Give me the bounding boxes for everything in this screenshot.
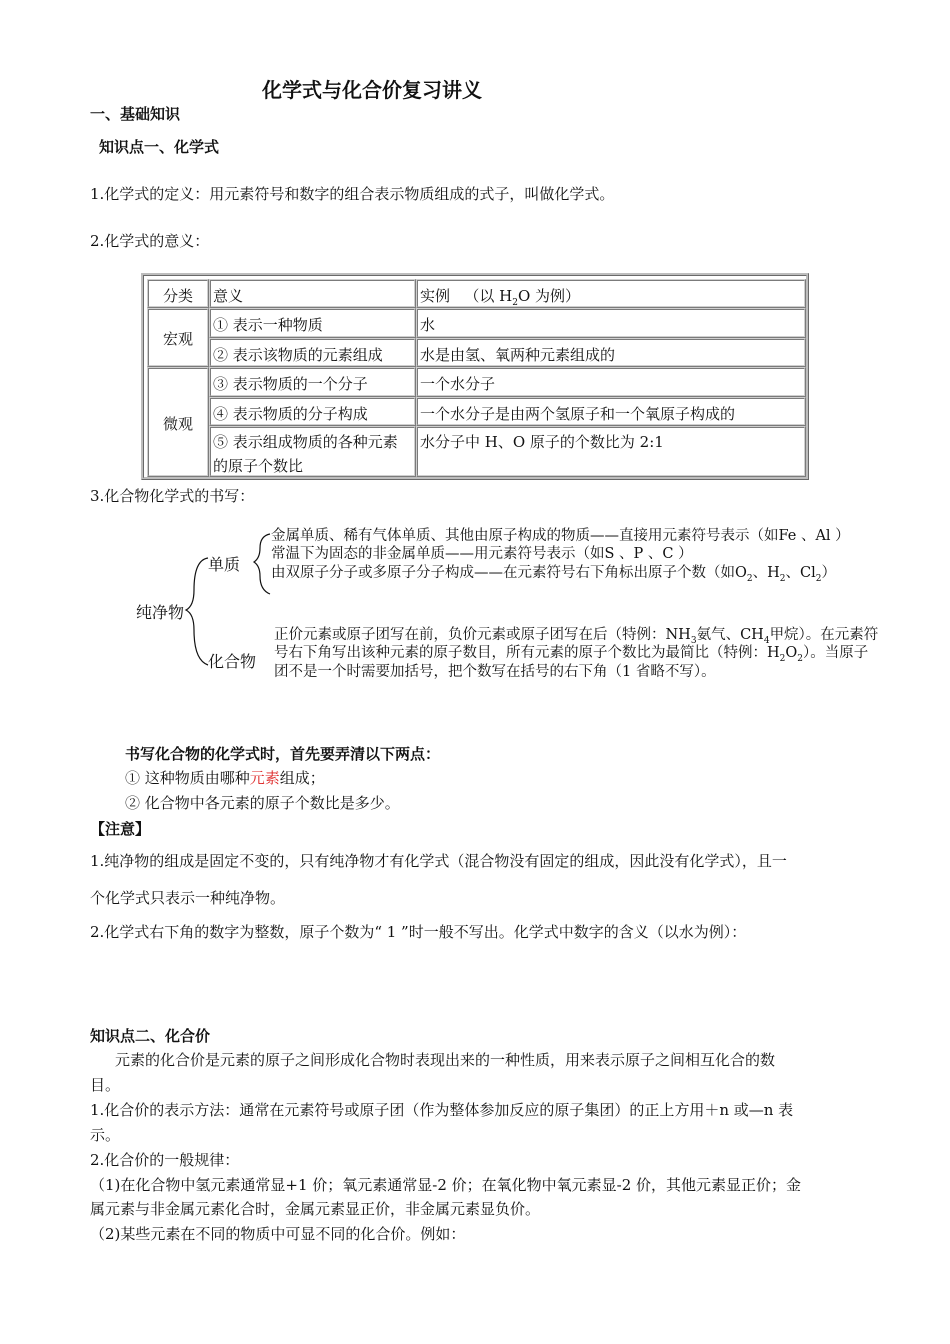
table-cell: 水是由氢、氧两种元素组成的: [416, 338, 806, 367]
table-header: 分类: [147, 279, 209, 308]
knowledge-point-1: 知识点一、化学式: [99, 138, 220, 156]
tree-leaf: 团不是一个时需要加括号，把个数写在括号的右下角（1 省略不写）。: [274, 664, 716, 680]
table-cell: ④ 表示物质的分子构成: [209, 397, 416, 426]
paragraph: 2.化学式右下角的数字为整数，原子个数为“ 1 ”时一般不写出。化学式中数字的含义（以水为例）：: [90, 923, 747, 941]
paragraph: （2)某些元素在不同的物质中可显不同的化合价。例如：: [90, 1225, 466, 1243]
table-group: 微观: [147, 367, 209, 477]
tree-leaf: 正价元素或原子团写在前，负价元素或原子团写在后（特例：$NH_3$氨气、$CH_4$甲烷）。在元素符: [274, 627, 879, 646]
table-cell: ② 表示该物质的元素组成: [209, 338, 416, 367]
tree-branch: 单质: [208, 555, 241, 574]
paragraph: 目。: [90, 1076, 121, 1094]
paragraph: 1.化合价的表示方法：通常在元素符号或原子团（作为整体参加反应的原子集团）的正上方用＋n 或—n 表: [90, 1101, 794, 1119]
paragraph: （1)在化合物中氢元素通常显+1 价；氧元素通常显-2 价；在氧化物中氧元素显-2 价，其他元素显正价；金: [90, 1176, 802, 1194]
tree-root: 纯净物: [136, 603, 185, 622]
table-cell: ⑤ 表示组成物质的各种元素 的原子个数比: [209, 426, 416, 477]
tree-leaf: 常温下为固态的非金属单质——用元素符号表示（如S 、P 、C ）: [271, 546, 693, 562]
paragraph: 3.化合物化学式的书写：: [90, 487, 255, 505]
table-header: 实例 （以 $H_2O$ 为例）: [416, 279, 806, 308]
note-item: ② 化合物中各元素的原子个数比是多少。: [125, 794, 400, 812]
tree-leaf: 由双原子分子或多原子分子构成——在元素符号右下角标出原子个数（如$O_2$、$H_2$、$Cl_2$）: [271, 565, 836, 584]
paragraph: 1.纯净物的组成是固定不变的，只有纯净物才有化学式（混合物没有固定的组成，因此没有化学式），且一: [90, 852, 787, 870]
section-heading: 一、基础知识: [90, 105, 181, 123]
tree-leaf: 金属单质、稀有气体单质、其他由原子构成的物质——直接用元素符号表示（如Fe 、Al ）: [271, 528, 850, 544]
note-item: ① 这种物质由哪种元素组成；: [125, 769, 325, 787]
meaning-table: [141, 273, 809, 480]
table-group: 宏观: [147, 308, 209, 367]
paragraph: 元素的化合价是元素的原子之间形成化合物时表现出来的一种性质，用来表示原子之间相互化合的数: [115, 1051, 776, 1069]
table-cell: 一个水分子: [416, 367, 806, 397]
tree-branch: 化合物: [208, 652, 257, 671]
table-header: 意义: [209, 279, 416, 308]
paragraph: 示。: [90, 1126, 121, 1144]
paragraph: 属元素与非金属元素化合时，金属元素显正价，非金属元素显负价。: [90, 1200, 541, 1218]
paragraph: 1.化学式的定义：用元素符号和数字的组合表示物质组成的式子，叫做化学式。: [90, 185, 615, 203]
paragraph: 个化学式只表示一种纯净物。: [90, 889, 286, 907]
paragraph: 2.化合价的一般规律：: [90, 1151, 240, 1169]
table-cell: 水: [416, 308, 806, 338]
table-cell: ③ 表示物质的一个分子: [209, 367, 416, 397]
page-title: 化学式与化合价复习讲义: [262, 78, 482, 102]
table-cell: ① 表示一种物质: [209, 308, 416, 338]
note-heading: 书写化合物的化学式时，首先要弄清以下两点：: [125, 745, 441, 763]
knowledge-point-2: 知识点二、化合价: [90, 1027, 211, 1045]
attention-heading: 【注意】: [90, 820, 151, 838]
table-cell: 一个水分子是由两个氢原子和一个氧原子构成的: [416, 397, 806, 426]
tree-leaf: 号右下角写出该种元素的原子数目，所有元素的原子个数比为最简比（特例：$H_2O_2$）。当原子: [274, 645, 869, 664]
table-cell: 水分子中 H、O 原子的个数比为 2:1: [416, 426, 806, 477]
paragraph: 2.化学式的意义：: [90, 232, 210, 250]
